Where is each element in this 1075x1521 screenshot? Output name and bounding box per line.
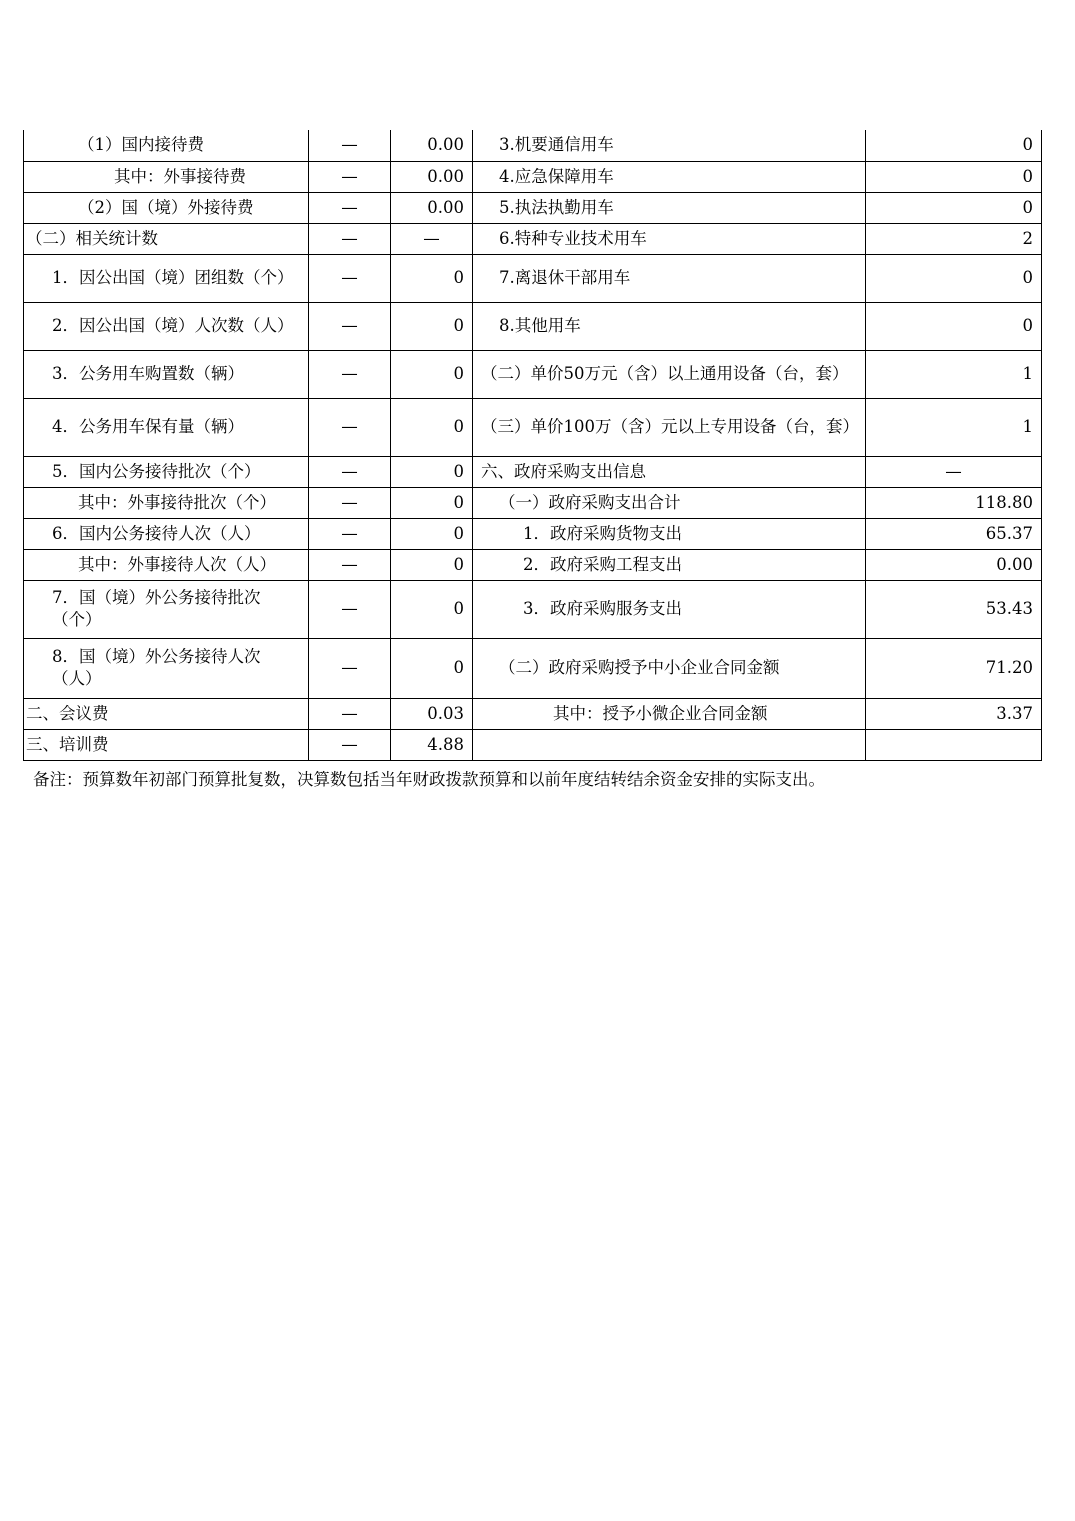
- item-value-cell: 0: [866, 302, 1042, 350]
- actual-cell: 0: [391, 302, 473, 350]
- table-row: [24, 580, 1042, 638]
- table-row: [24, 192, 1042, 223]
- item-value-cell: 53.43: [866, 580, 1042, 638]
- actual-cell: 4.88: [391, 729, 473, 760]
- item-label-cell: 3．政府采购服务支出: [473, 580, 866, 638]
- item-label-cell: 1．政府采购货物支出: [473, 518, 866, 549]
- table-row: [24, 487, 1042, 518]
- actual-cell: 0: [391, 549, 473, 580]
- row-label-cell: 2．因公出国（境）人次数（人）: [24, 302, 309, 350]
- item-label-cell: （一）政府采购支出合计: [473, 487, 866, 518]
- actual-cell: 0.00: [391, 161, 473, 192]
- table-row: [24, 223, 1042, 254]
- actual-cell: 0: [391, 580, 473, 638]
- budget-cell: —: [309, 130, 391, 161]
- table-row: [24, 518, 1042, 549]
- row-label-cell: 7．国（境）外公务接待批次（个）: [24, 580, 309, 638]
- row-label-cell: 5．国内公务接待批次（个）: [24, 456, 309, 487]
- budget-cell: —: [309, 398, 391, 456]
- actual-cell: —: [391, 223, 473, 254]
- row-label-cell: 其中：外事接待批次（个）: [24, 487, 309, 518]
- item-label-cell: （二）单价50万元（含）以上通用设备（台，套）: [473, 350, 866, 398]
- item-value-cell: 0.00: [866, 549, 1042, 580]
- item-label-cell: 5.执法执勤用车: [473, 192, 866, 223]
- table-row: [24, 698, 1042, 729]
- budget-cell: —: [309, 729, 391, 760]
- budget-cell: —: [309, 580, 391, 638]
- actual-cell: 0: [391, 456, 473, 487]
- table-row: [24, 350, 1042, 398]
- row-label-cell: （2）国（境）外接待费: [24, 192, 309, 223]
- row-label-cell: 8．国（境）外公务接待人次（人）: [24, 638, 309, 698]
- table-row: [24, 456, 1042, 487]
- budget-cell: —: [309, 638, 391, 698]
- budget-cell: —: [309, 518, 391, 549]
- table-row: [24, 549, 1042, 580]
- item-label-cell: 7.离退休干部用车: [473, 254, 866, 302]
- budget-cell: —: [309, 350, 391, 398]
- budget-cell: —: [309, 223, 391, 254]
- item-value-cell: 0: [866, 161, 1042, 192]
- table-row: [24, 398, 1042, 456]
- budget-cell: —: [309, 698, 391, 729]
- row-label-cell: 二、会议费: [24, 698, 309, 729]
- row-label-cell: （二）相关统计数: [24, 223, 309, 254]
- row-label-cell: 3．公务用车购置数（辆）: [24, 350, 309, 398]
- actual-cell: 0: [391, 638, 473, 698]
- item-value-cell: 0: [866, 130, 1042, 161]
- item-value-cell: 1: [866, 350, 1042, 398]
- actual-cell: 0: [391, 350, 473, 398]
- item-value-cell: [866, 729, 1042, 760]
- row-label-cell: 其中：外事接待费: [24, 161, 309, 192]
- expenditure-table: [23, 130, 1042, 761]
- table-row: [24, 161, 1042, 192]
- row-label-cell: 4．公务用车保有量（辆）: [24, 398, 309, 456]
- item-value-cell: 1: [866, 398, 1042, 456]
- item-label-cell: 六、政府采购支出信息: [473, 456, 866, 487]
- item-label-cell: （三）单价100万（含）元以上专用设备（台，套）: [473, 398, 866, 456]
- item-value-cell: 118.80: [866, 487, 1042, 518]
- item-value-cell: 0: [866, 254, 1042, 302]
- table-row: [24, 729, 1042, 760]
- budget-cell: —: [309, 161, 391, 192]
- item-value-cell: 71.20: [866, 638, 1042, 698]
- budget-cell: —: [309, 487, 391, 518]
- item-label-cell: [473, 729, 866, 760]
- item-value-cell: 65.37: [866, 518, 1042, 549]
- actual-cell: 0: [391, 518, 473, 549]
- row-label-cell: 三、培训费: [24, 729, 309, 760]
- table-row: [24, 638, 1042, 698]
- actual-cell: 0.00: [391, 192, 473, 223]
- budget-cell: —: [309, 456, 391, 487]
- item-label-cell: （二）政府采购授予中小企业合同金额: [473, 638, 866, 698]
- table-row: [24, 254, 1042, 302]
- item-value-cell: —: [866, 456, 1042, 487]
- actual-cell: 0: [391, 398, 473, 456]
- actual-cell: 0.03: [391, 698, 473, 729]
- row-label-cell: 1．因公出国（境）团组数（个）: [24, 254, 309, 302]
- row-label-cell: （1）国内接待费: [24, 130, 309, 161]
- item-value-cell: 0: [866, 192, 1042, 223]
- item-label-cell: 2．政府采购工程支出: [473, 549, 866, 580]
- table-footnote: 备注：预算数年初部门预算批复数，决算数包括当年财政拨款预算和以前年度结转结余资金安排的实际支出。: [33, 770, 825, 789]
- row-label-cell: 其中：外事接待人次（人）: [24, 549, 309, 580]
- actual-cell: 0: [391, 254, 473, 302]
- item-label-cell: 4.应急保障用车: [473, 161, 866, 192]
- row-label-cell: 6．国内公务接待人次（人）: [24, 518, 309, 549]
- table-row: [24, 130, 1042, 161]
- item-label-cell: 6.特种专业技术用车: [473, 223, 866, 254]
- item-label-cell: 3.机要通信用车: [473, 130, 866, 161]
- actual-cell: 0: [391, 487, 473, 518]
- budget-cell: —: [309, 192, 391, 223]
- budget-cell: —: [309, 254, 391, 302]
- item-value-cell: 2: [866, 223, 1042, 254]
- item-label-cell: 8.其他用车: [473, 302, 866, 350]
- budget-cell: —: [309, 302, 391, 350]
- budget-cell: —: [309, 549, 391, 580]
- actual-cell: 0.00: [391, 130, 473, 161]
- item-label-cell: 其中：授予小微企业合同金额: [473, 698, 866, 729]
- item-value-cell: 3.37: [866, 698, 1042, 729]
- table-row: [24, 302, 1042, 350]
